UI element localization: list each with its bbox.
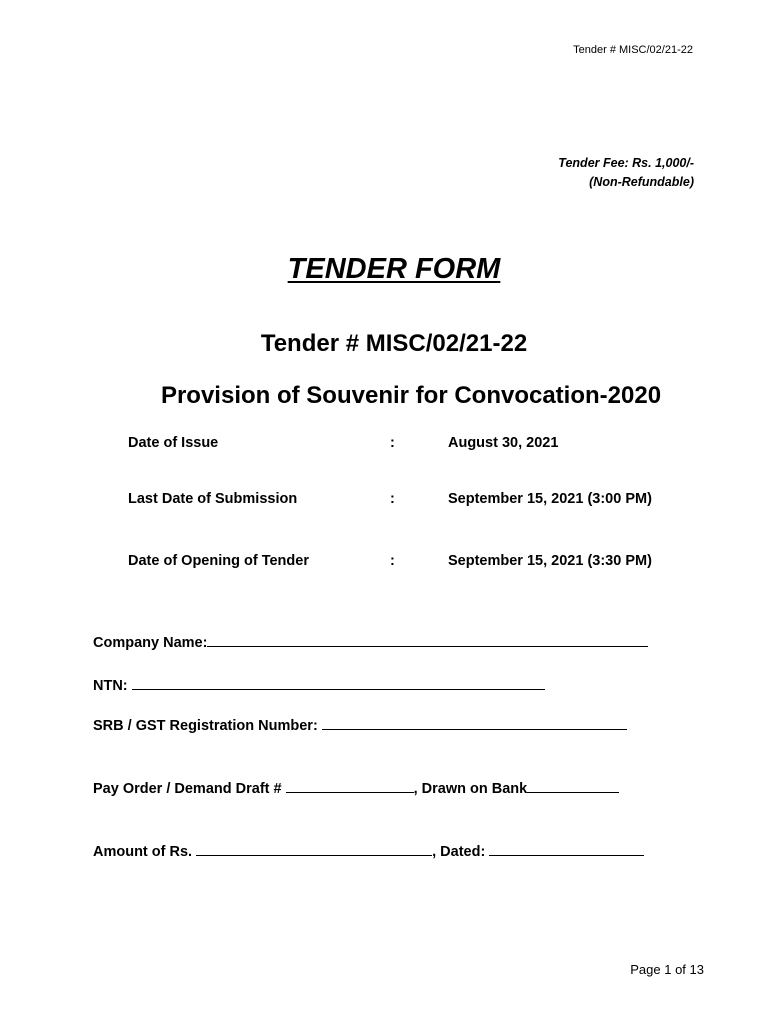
document-title: TENDER FORM (287, 253, 501, 285)
date-row-value: August 30, 2021 (448, 435, 559, 451)
ntn-label: NTN: (93, 678, 132, 694)
dated-label: , Dated: (432, 844, 490, 860)
pay-order-label: Pay Order / Demand Draft # (93, 781, 286, 797)
header-tender-reference: Tender # MISC/02/21-22 (573, 44, 693, 56)
ntn-blank[interactable] (132, 675, 545, 690)
tender-number-heading: Tender # MISC/02/21-22 (260, 330, 528, 357)
date-row-submission (0, 491, 770, 511)
amount-field (93, 841, 644, 860)
amount-blank[interactable] (196, 841, 432, 856)
tender-fee-refund-note: (Non-Refundable) (589, 175, 694, 189)
srb-gst-label: SRB / GST Registration Number: (93, 718, 322, 734)
dated-blank[interactable] (489, 841, 644, 856)
drawn-on-bank-label: , Drawn on Bank (413, 781, 528, 797)
date-row-label: Last Date of Submission (128, 491, 298, 507)
date-row-opening (0, 553, 770, 573)
drawn-on-bank-blank[interactable] (527, 778, 619, 793)
tender-fee-amount: Tender Fee: Rs. 1,000/- (558, 156, 694, 170)
date-row-label: Date of Issue (128, 435, 219, 451)
date-row-value: September 15, 2021 (3:00 PM) (448, 491, 652, 507)
date-row-separator: : (390, 553, 395, 569)
date-row-label: Date of Opening of Tender (128, 553, 309, 569)
date-row-separator: : (390, 435, 395, 451)
amount-label: Amount of Rs. (93, 844, 197, 860)
date-row-value: September 15, 2021 (3:30 PM) (448, 553, 652, 569)
date-row-issue (0, 435, 770, 455)
company-name-field (93, 632, 648, 651)
tender-subject-heading: Provision of Souvenir for Convocation-2020 (160, 382, 662, 409)
company-name-label: Company Name: (93, 635, 208, 651)
company-name-blank[interactable] (207, 632, 648, 647)
ntn-field (93, 675, 545, 694)
date-row-separator: : (390, 491, 395, 507)
tender-fee-block (558, 154, 694, 192)
pay-order-field (93, 778, 619, 797)
srb-gst-blank[interactable] (322, 715, 627, 730)
pay-order-blank[interactable] (286, 778, 414, 793)
page-number: Page 1 of 13 (630, 962, 704, 977)
srb-gst-field (93, 715, 627, 734)
